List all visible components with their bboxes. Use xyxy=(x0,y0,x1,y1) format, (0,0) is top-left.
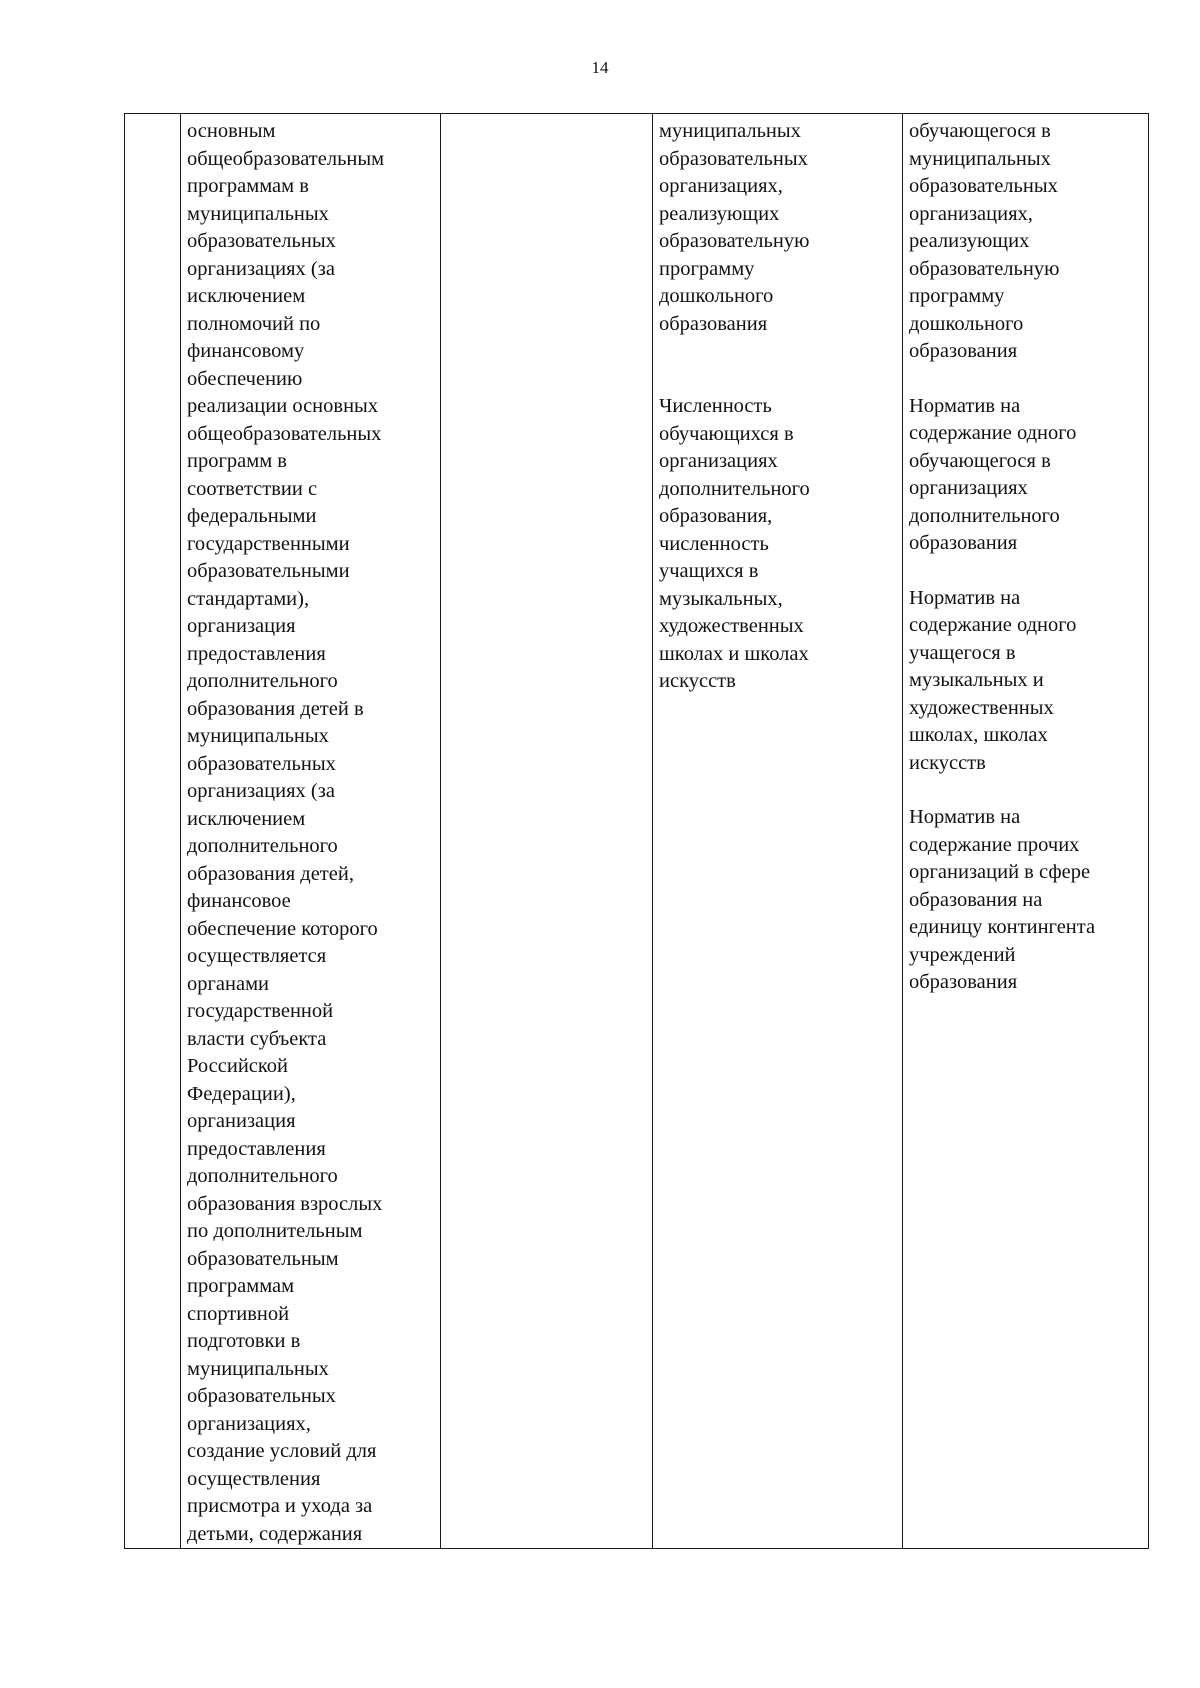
cell-number xyxy=(125,114,181,1549)
table-row xyxy=(125,114,1149,1549)
cell-indicators xyxy=(653,114,903,1549)
norm-paragraph: Норматив на содержание прочих организаций в сфере образования на единицу контингента учреждений образования xyxy=(909,806,1096,993)
norm-paragraph: обучающегося в муниципальных образовательных организациях, реализующих образовательную программу дошкольного образования xyxy=(909,120,1060,362)
cell-empty xyxy=(441,114,653,1549)
powers-description-text: основным общеобразовательным программам в муниципальных образовательных организациях (за исключением полномочий по финансовому обеспечению реализации основных общеобразовательных программ в соответствии с федеральными государственными образовательными стандартами), организация предоставления дополнительного образования детей в муниципальных образовательных организациях (за исключением дополнительного образования детей, финансовое обеспечение которого осуществляется органами государственной власти субъекта Российской Федерации), организация предоставления дополнительного образования взрослых по дополнительным образовательным программам спортивной подготовки в муниципальных образовательных организациях, создание условий для осуществления присмотра и ухода за детьми, содержания xyxy=(187,120,385,1545)
norm-paragraph: Норматив на содержание одного обучающегося в организациях дополнительного образования xyxy=(909,394,1077,554)
cell-norms xyxy=(903,114,1149,1549)
indicator-paragraph: муниципальных образовательных организациях, реализующих образовательную программу дошкольного образования xyxy=(659,120,810,335)
page-number: 14 xyxy=(591,58,609,77)
norm-paragraph: Норматив на содержание одного учащегося в музыкальных и художественных школах, школах искусств xyxy=(909,586,1077,774)
indicator-paragraph: Численность обучающихся в организациях дополнительного образования, численность учащихся в музыкальных, художественных школах и школах искусств xyxy=(659,395,810,692)
document-table xyxy=(124,113,1149,1549)
cell-powers-description xyxy=(181,114,441,1549)
